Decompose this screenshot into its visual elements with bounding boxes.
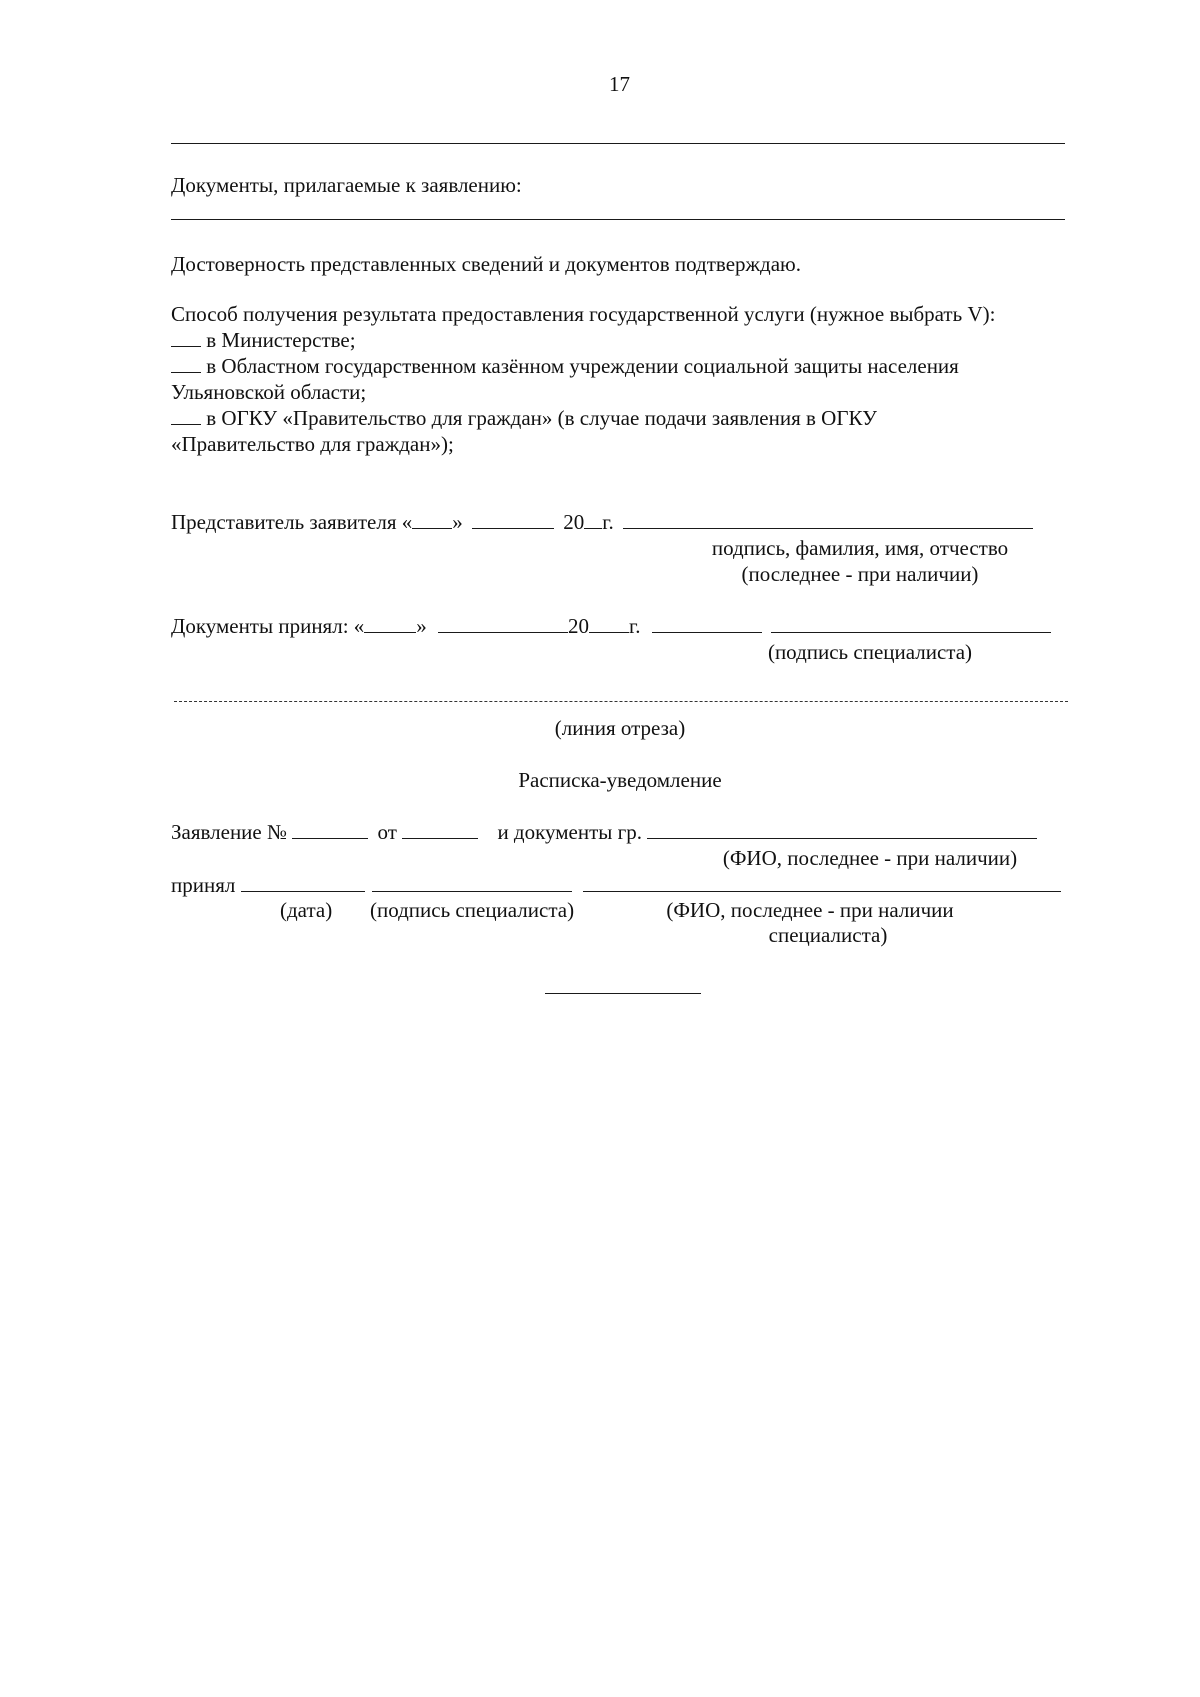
- method-option-ogku-cont: «Правительство для граждан»);: [171, 432, 454, 456]
- receipt-accepted-row: принял: [171, 873, 1061, 898]
- receipt-application-row: Заявление № от и документы гр.: [171, 820, 1037, 845]
- attached-documents-label: Документы, прилагаемые к заявлению:: [171, 173, 522, 197]
- signature-caption: (подпись специалиста): [370, 898, 575, 922]
- attached-documents-line: [171, 219, 1065, 220]
- citizen-fio-caption: (ФИО, последнее - при наличии): [722, 846, 1018, 870]
- date-caption: (дата): [280, 898, 333, 922]
- month-blank[interactable]: [438, 614, 568, 633]
- representative-row: Представитель заявителя « » 20 г.: [171, 510, 1033, 535]
- option-check-blank[interactable]: [171, 354, 201, 373]
- method-option-ogku: в ОГКУ «Правительство для граждан» (в случае подачи заявления в ОГКУ: [171, 406, 877, 431]
- application-date-blank[interactable]: [402, 820, 478, 839]
- application-number-blank[interactable]: [292, 820, 368, 839]
- accepted-caption: (подпись специалиста): [767, 640, 973, 664]
- day-blank[interactable]: [364, 614, 416, 633]
- option-check-blank[interactable]: [171, 328, 201, 347]
- confirmation-text: Достоверность представленных сведений и документов подтверждаю.: [171, 252, 801, 276]
- method-option-ministry: в Министерстве;: [171, 328, 356, 353]
- receipt-title: Расписка-уведомление: [518, 768, 722, 792]
- specialist-fio-caption-1: (ФИО, последнее - при наличии: [666, 898, 954, 922]
- receipt-date-blank[interactable]: [241, 873, 365, 892]
- year-blank[interactable]: [584, 510, 602, 529]
- top-rule: [171, 143, 1065, 144]
- specialist-name-blank[interactable]: [771, 614, 1051, 633]
- option-check-blank[interactable]: [171, 406, 201, 425]
- month-blank[interactable]: [472, 510, 554, 529]
- specialist-fio-caption-2: специалиста): [768, 923, 888, 947]
- cut-line-caption: (линия отреза): [554, 716, 686, 740]
- year-blank[interactable]: [589, 614, 629, 633]
- citizen-name-blank[interactable]: [647, 820, 1037, 839]
- representative-signature-blank[interactable]: [623, 510, 1033, 529]
- specialist-signature-blank[interactable]: [652, 614, 762, 633]
- representative-caption-2: (последнее - при наличии): [741, 562, 979, 586]
- receipt-signature-blank[interactable]: [372, 873, 572, 892]
- accepted-row: Документы принял: « » 20 г.: [171, 614, 1051, 639]
- cut-line: [174, 701, 1068, 702]
- page-number: 17: [609, 72, 630, 96]
- method-option-social-institution-cont: Ульяновской области;: [171, 380, 367, 404]
- day-blank[interactable]: [412, 510, 452, 529]
- method-heading: Способ получения результата предоставления государственной услуги (нужное выбрать V):: [171, 302, 996, 326]
- receipt-specialist-name-blank[interactable]: [583, 873, 1061, 892]
- method-option-social-institution: в Областном государственном казённом учреждении социальной защиты населения: [171, 354, 959, 379]
- closing-rule: [545, 993, 701, 994]
- representative-caption-1: подпись, фамилия, имя, отчество: [711, 536, 1009, 560]
